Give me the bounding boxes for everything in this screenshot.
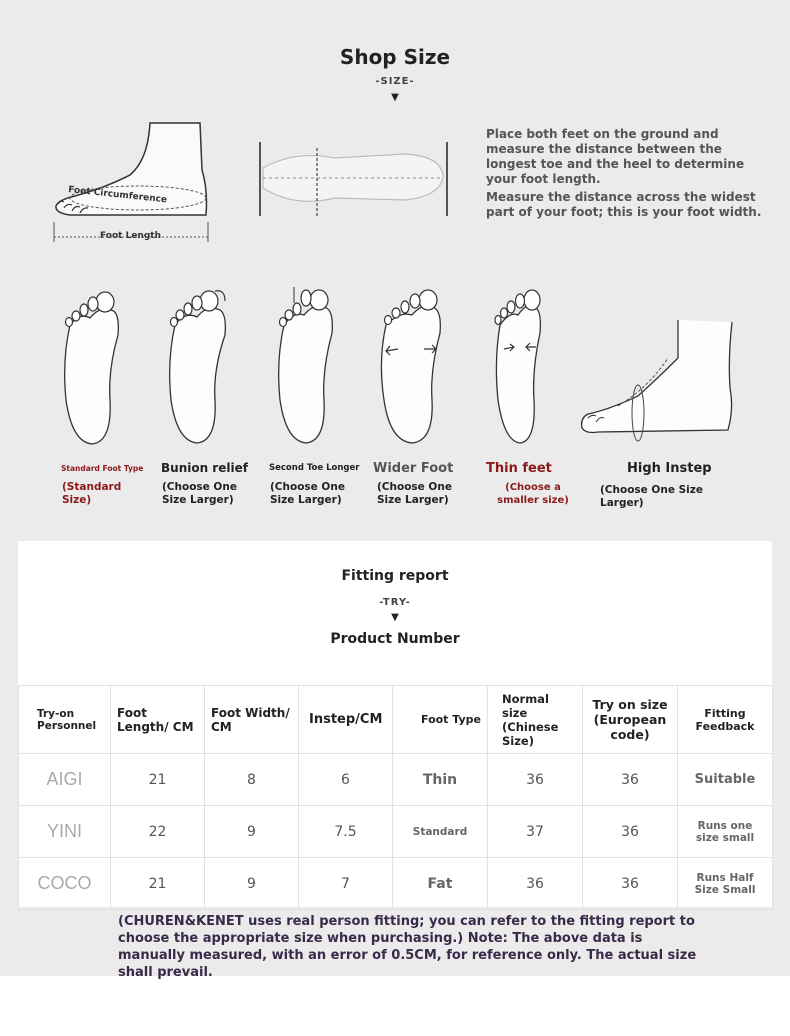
foot-type-label-second-toe: Second Toe Longer (269, 463, 360, 473)
fitting-report-title: Fitting report (341, 568, 449, 584)
width-instruction: Measure the distance across the widest part of your foot; this is your foot width. (486, 190, 762, 219)
fitting-feedback-cell: Runs one size small (678, 806, 773, 858)
column-header: Foot Length/ CM (111, 686, 205, 754)
column-header: Instep/CM (299, 686, 393, 754)
foot-type-note-bunion: (Choose One Size Larger) (162, 481, 237, 506)
personnel-cell: AIGI (19, 754, 111, 806)
table-header-row (19, 686, 773, 754)
column-header: Normal size (Chinese Size) (488, 686, 583, 754)
foot-type-cell: Standard (393, 806, 488, 858)
fitting-table (18, 685, 773, 910)
foot-width-cell: 9 (205, 858, 299, 910)
foot-high-instep-icon (578, 318, 738, 450)
foot-width-cell: 8 (205, 754, 299, 806)
foot-type-label-high-instep: High Instep (627, 461, 712, 476)
down-arrow-icon: ▼ (391, 92, 399, 103)
foot-second-toe-icon (274, 285, 336, 445)
foot-wide-icon (378, 285, 444, 445)
table-row (19, 858, 773, 910)
foot-standard-icon (60, 290, 122, 446)
length-instruction: Place both feet on the ground and measure the distance between the longest toe and the heel to determine your foot length. (486, 127, 745, 186)
personnel-cell: YINI (19, 806, 111, 858)
down-arrow-icon: ▼ (391, 612, 399, 623)
try-on-size-cell: 36 (583, 858, 678, 910)
table-row (19, 754, 773, 806)
instep-cell: 7.5 (299, 806, 393, 858)
product-number-title: Product Number (330, 631, 460, 647)
foot-type-label-wider: Wider Foot (373, 461, 454, 476)
column-header: Foot Width/ CM (205, 686, 299, 754)
foot-circumference-label: Foot Circumference (67, 185, 168, 206)
column-header: Try on size (European code) (583, 686, 678, 754)
foot-type-note-wider: (Choose One Size Larger) (377, 481, 452, 506)
instep-cell: 7 (299, 858, 393, 910)
foot-type-label-standard: Standard Foot Type (61, 464, 144, 473)
try-on-size-cell: 36 (583, 806, 678, 858)
foot-type-note-thin: (Choose a smaller size) (497, 482, 569, 506)
foot-type-note-second-toe: (Choose One Size Larger) (270, 481, 345, 506)
foot-thin-icon (490, 285, 546, 445)
foot-type-cell: Thin (393, 754, 488, 806)
column-header: Try-on Personnel (19, 686, 111, 754)
foot-length-cell: 22 (111, 806, 205, 858)
foot-length-label: Foot Length (100, 231, 161, 241)
foot-bunion-icon (165, 285, 231, 445)
top-foot-illustration (255, 138, 455, 220)
normal-size-cell: 36 (488, 858, 583, 910)
normal-size-cell: 36 (488, 754, 583, 806)
foot-type-cell: Fat (393, 858, 488, 910)
personnel-cell: COCO (19, 858, 111, 910)
foot-length-cell: 21 (111, 858, 205, 910)
foot-length-cell: 21 (111, 754, 205, 806)
foot-type-label-thin: Thin feet (486, 461, 552, 476)
column-header: Foot Type (393, 686, 488, 754)
side-foot-illustration (50, 120, 215, 245)
fitting-feedback-cell: Suitable (678, 754, 773, 806)
foot-width-cell: 9 (205, 806, 299, 858)
shop-size-title: Shop Size (339, 45, 451, 69)
try-on-size-cell: 36 (583, 754, 678, 806)
normal-size-cell: 37 (488, 806, 583, 858)
foot-type-note-high-instep: (Choose One Size Larger) (600, 484, 704, 509)
fitting-note: (CHUREN&KENET uses real person fitting; you can refer to the fitting report to choose the appropriate size when purchasing.) Note: The above data is manually measured, with an error of 0.5CM, for reference only. The actual size shall prevail. (118, 914, 697, 980)
instep-cell: 6 (299, 754, 393, 806)
size-subtitle: -SIZE- (375, 76, 415, 87)
table-row (19, 806, 773, 858)
foot-type-label-bunion: Bunion relief (161, 461, 248, 475)
fitting-feedback-cell: Runs Half Size Small (678, 858, 773, 910)
foot-type-note-standard: (Standard Size) (62, 481, 122, 506)
column-header: Fitting Feedback (678, 686, 773, 754)
try-subtitle: -TRY- (379, 597, 411, 608)
